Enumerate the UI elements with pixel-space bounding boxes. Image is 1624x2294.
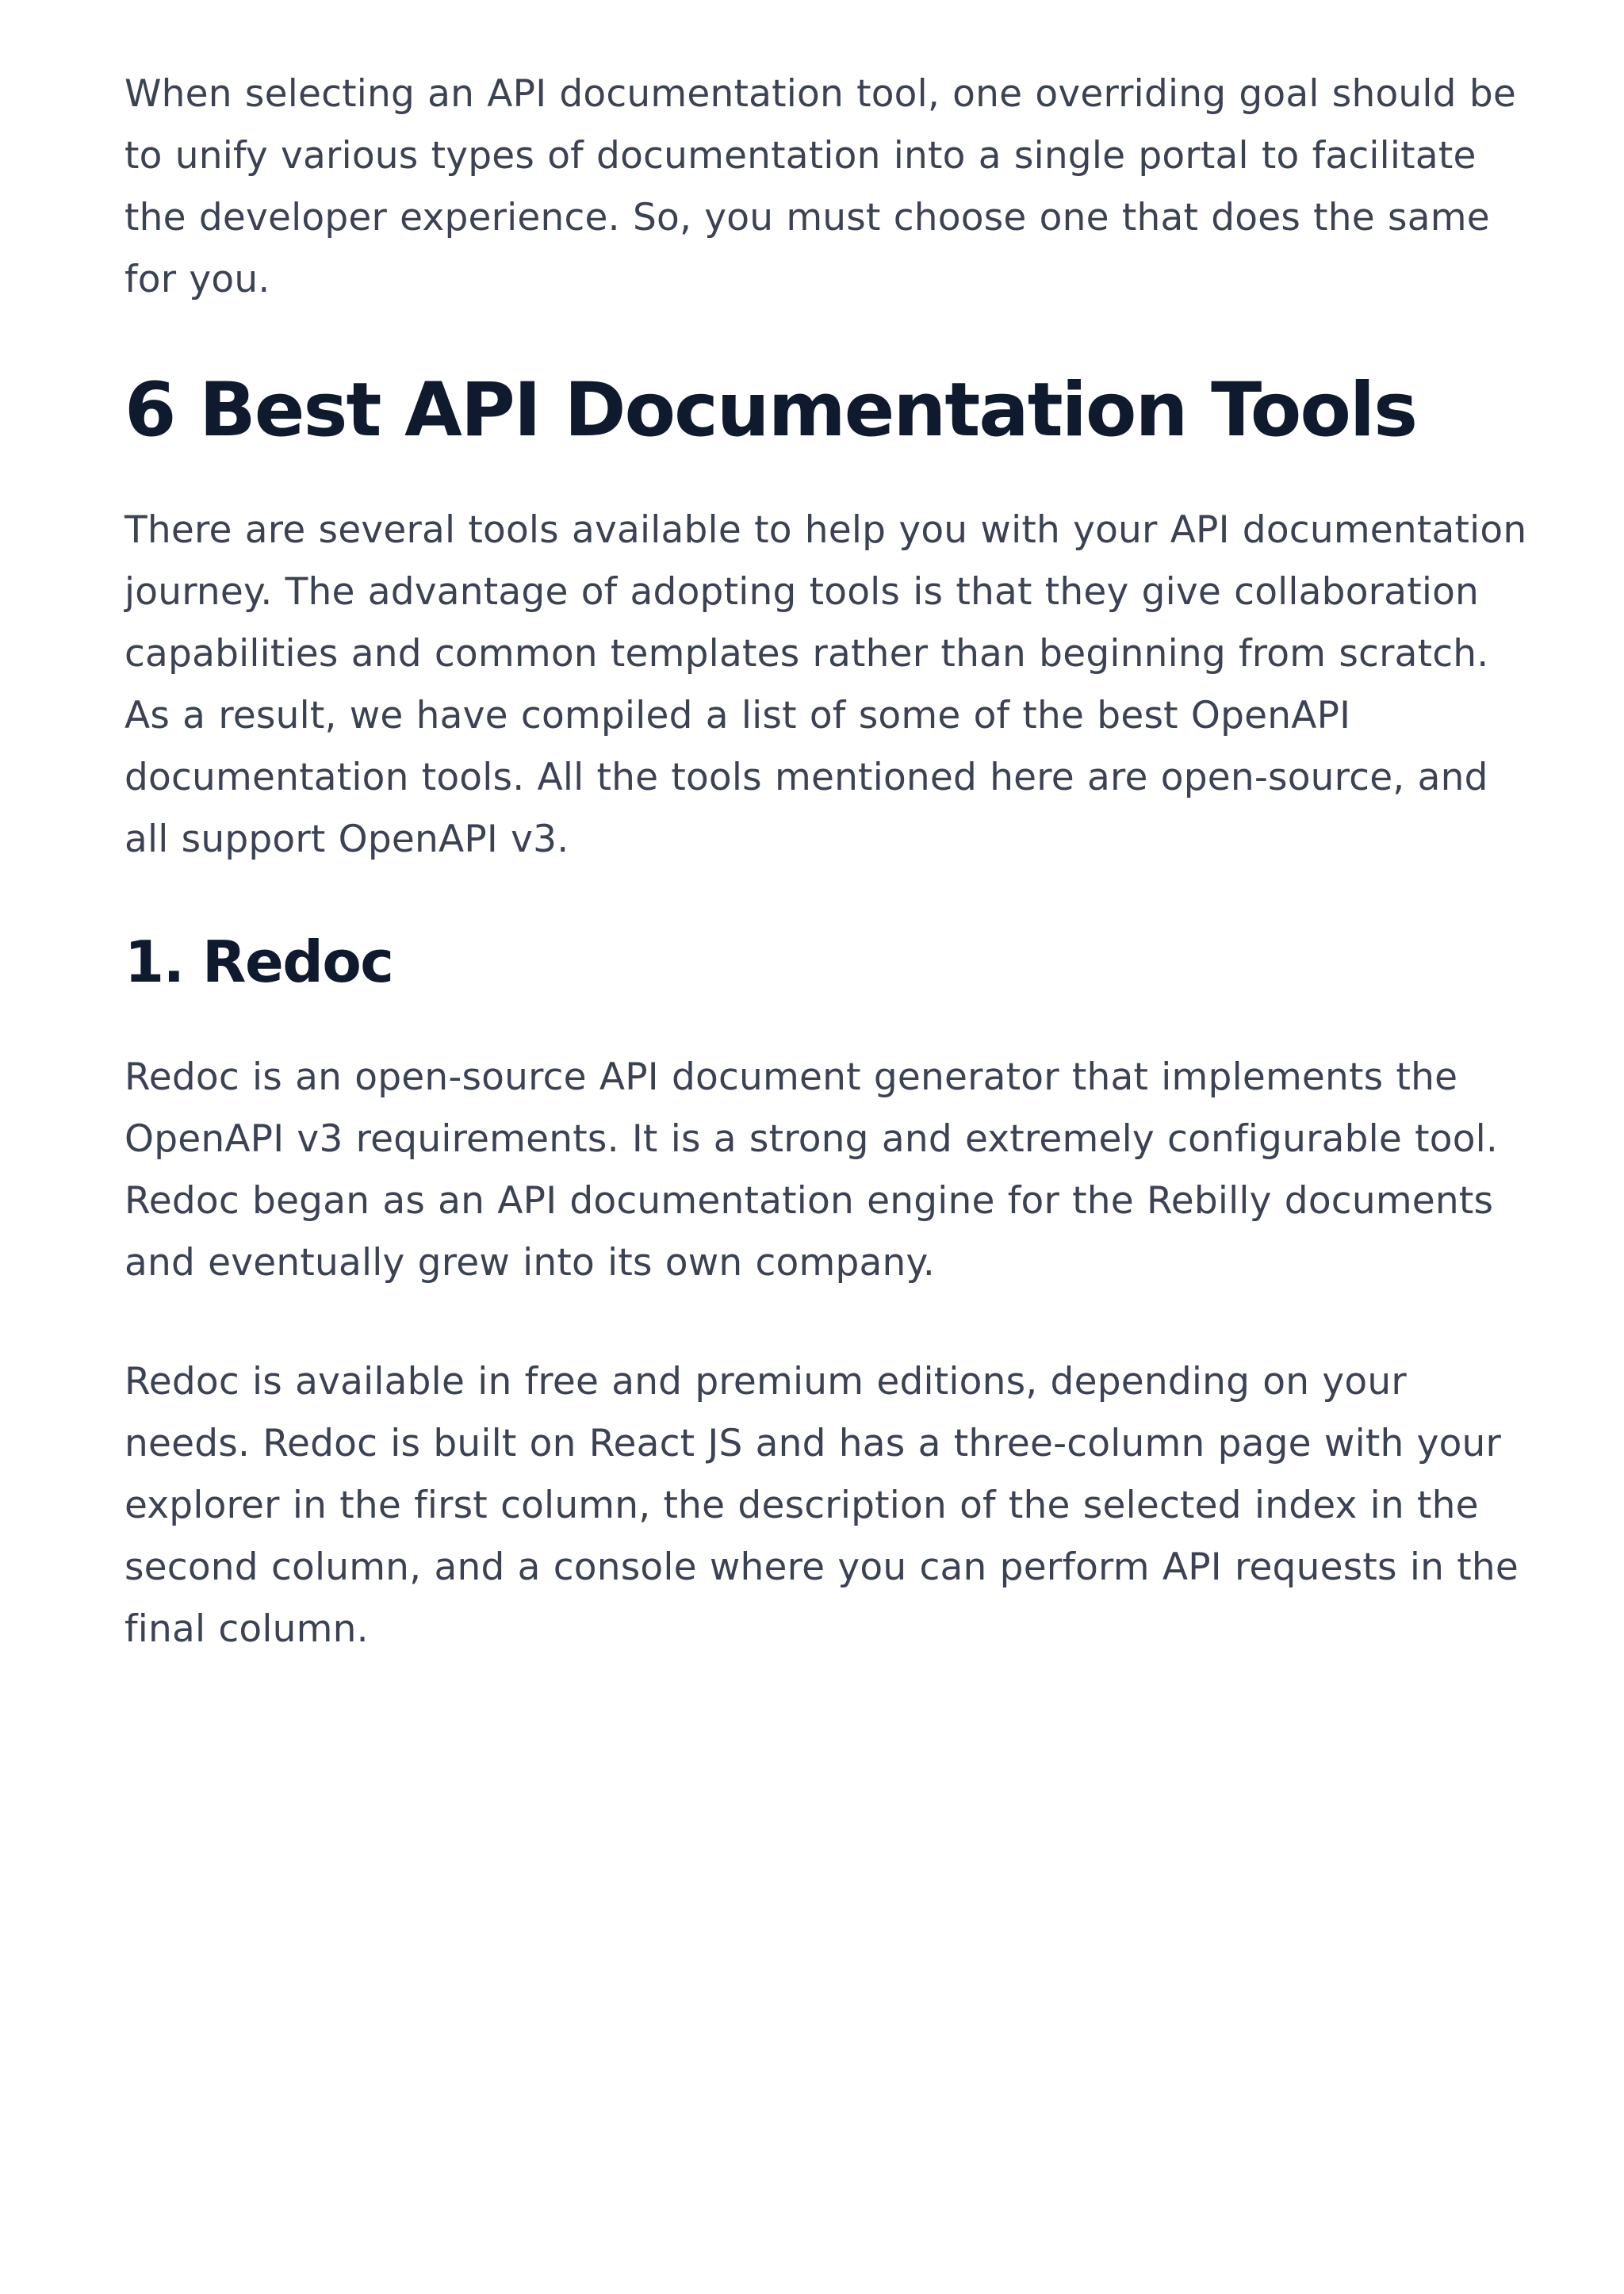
article-body bbox=[124, 63, 1528, 1660]
redoc-paragraph-2: Redoc is available in free and premium editions, depending on your needs. Redoc is built on React JS and has a three-column page with your explorer in the first column, the description of the selected index in the second column, and a console where you can perform API requests in the final column. bbox=[124, 1360, 1519, 1651]
section-paragraph: There are several tools available to help you with your API documentation journey. The advantage of adopting tools is that they give collaboration capabilities and common templates rather than beginning from scratch. As a result, we have compiled a list of some of the best OpenAPI documentation tools. All the tools mentioned here are open-source, and all support OpenAPI v3. bbox=[124, 508, 1527, 861]
tool-heading-redoc: 1. Redoc bbox=[124, 929, 393, 995]
intro-paragraph: When selecting an API documentation tool, one overriding goal should be to unify various types of documentation into a single portal to facilitate the developer experience. So, you must choose one that does the same for you. bbox=[124, 72, 1516, 301]
section-heading: 6 Best API Documentation Tools bbox=[124, 367, 1417, 454]
redoc-paragraph-1: Redoc is an open-source API document generator that implements the OpenAPI v3 requirements. It is a strong and extremely configurable tool. Redoc began as an API documentation engine for the Rebilly documents and eventually grew into its own company. bbox=[124, 1055, 1499, 1285]
